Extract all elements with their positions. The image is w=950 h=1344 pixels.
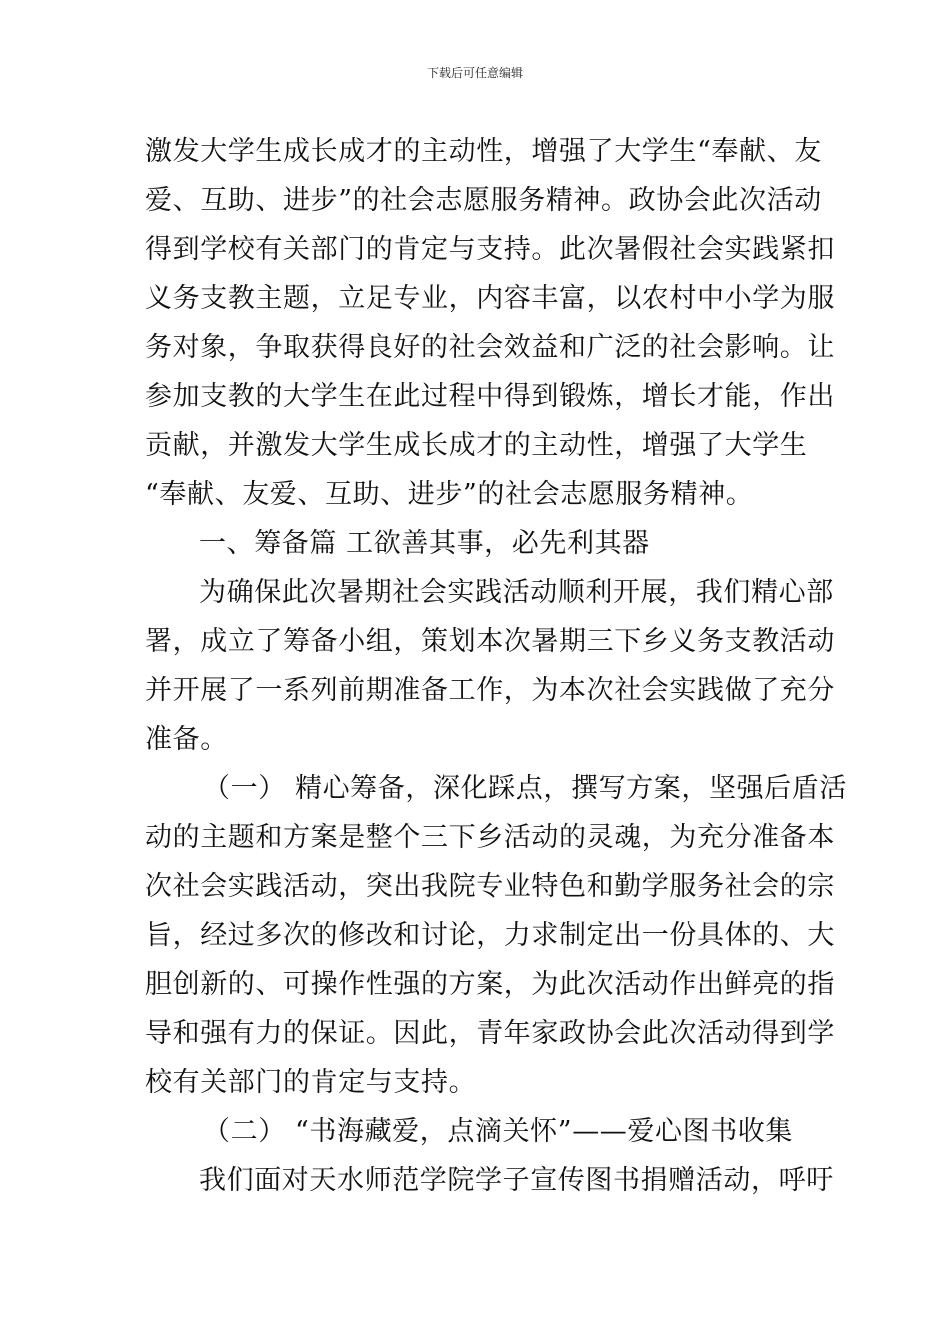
text-line: 旨，经过多次的修改和讨论，力求制定出一份具体的、大 — [145, 920, 835, 951]
text-line: 胆创新的、可操作性强的方案，为此次活动作出鲜亮的指 — [145, 969, 835, 1000]
page-header: 下载后可任意编辑 — [426, 66, 523, 80]
text-line: 务对象，争取获得良好的社会效益和广泛的社会影响。让 — [145, 332, 835, 363]
text-line: 并开展了一系列前期准备工作，为本次社会实践做了充分 — [145, 675, 835, 706]
text-line: 我们面对天水师范学院学子宣传图书捐赠活动，呼吁 — [199, 1165, 834, 1196]
text-line: 准备。 — [145, 724, 228, 755]
text-line: 为确保此次暑期社会实践活动顺利开展，我们精心部 — [199, 577, 834, 608]
text-line: 导和强有力的保证。因此，青年家政协会此次活动得到学 — [145, 1018, 835, 1049]
text-line: 贡献，并激发大学生成长成才的主动性，增强了大学生 — [145, 430, 808, 461]
text-line: 得到学校有关部门的肯定与支持。此次暑假社会实践紧扣 — [145, 234, 835, 265]
text-line: 参加支教的大学生在此过程中得到锻炼，增长才能，作出 — [145, 381, 835, 412]
text-line: 爱、互助、进步”的社会志愿服务精神。政协会此次活动 — [145, 185, 822, 216]
subsection-heading: （一） 精心筹备，深化踩点，撰写方案，坚强后盾活 — [203, 773, 847, 804]
text-line: 激发大学生成长成才的主动性，增强了大学生“奉献、友 — [145, 136, 822, 167]
text-line: 署，成立了筹备小组，策划本次暑期三下乡义务支教活动 — [145, 626, 835, 657]
document-body — [145, 127, 847, 1205]
text-line: 校有关部门的肯定与支持。 — [145, 1067, 477, 1098]
section-heading: 一、筹备篇 工欲善其事，必先利其器 — [199, 528, 650, 559]
text-line: 次社会实践活动，突出我院专业特色和勤学服务社会的宗 — [145, 871, 835, 902]
text-line: 义务支教主题，立足专业，内容丰富，以农村中小学为服 — [145, 283, 835, 314]
text-line: “奉献、友爱、互助、进步”的社会志愿服务精神。 — [145, 479, 754, 510]
subsection-heading: （二） “书海藏爱，点滴关怀”——爱心图书收集 — [203, 1116, 793, 1147]
text-line: 动的主题和方案是整个三下乡活动的灵魂，为充分准备本 — [145, 822, 835, 853]
